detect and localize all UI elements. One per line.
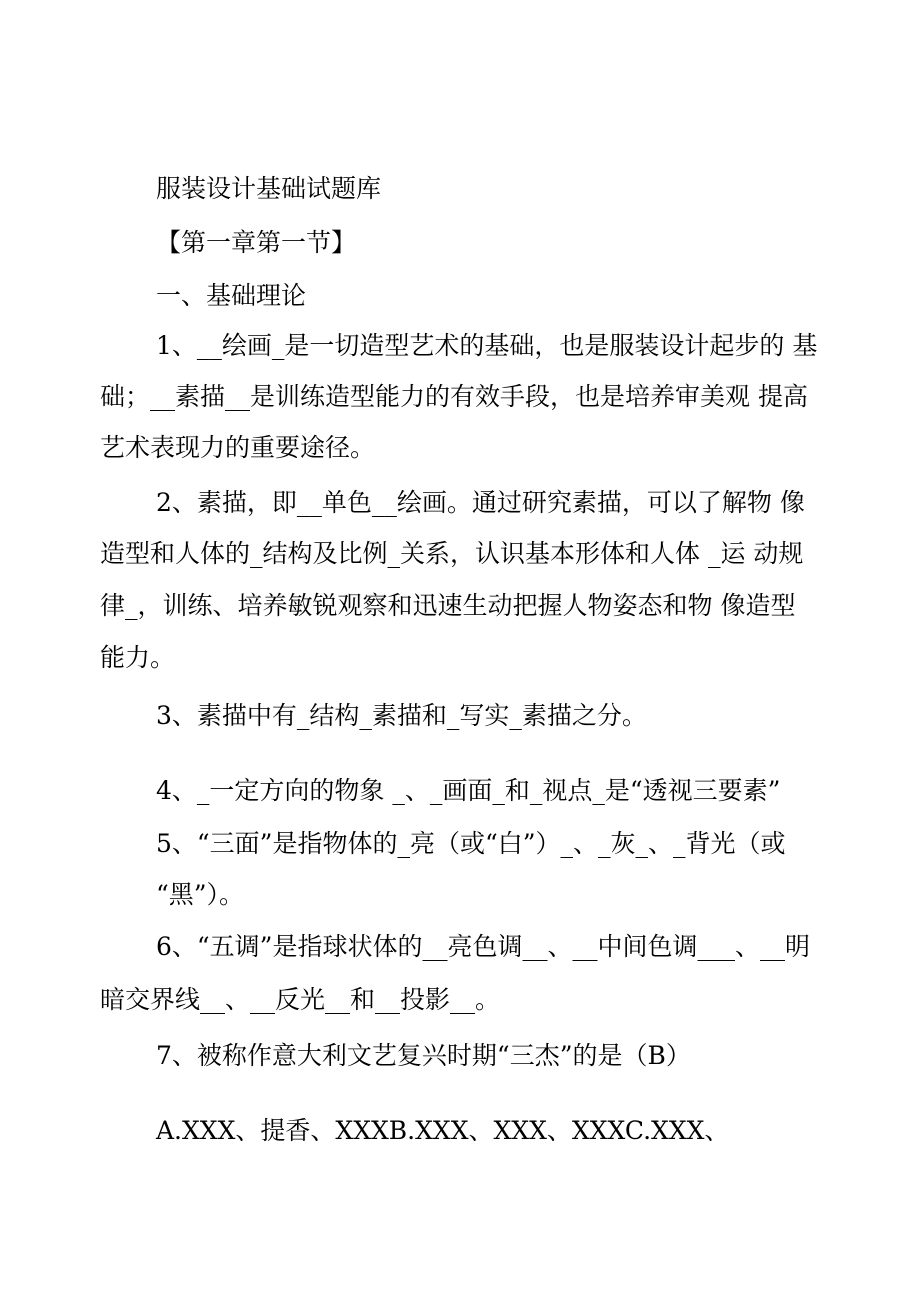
question-7-line-1: 7、被称作意大利文艺复兴时期“三杰”的是（B）: [156, 1041, 691, 1070]
section-heading: 一、基础理论: [156, 281, 307, 310]
question-7-options: A.XXX、提香、XXXB.XXX、XXX、XXXC.XXX、: [156, 1116, 730, 1145]
document-title: 服装设计基础试题库: [156, 174, 382, 203]
question-2-line-4: 能力。: [100, 643, 176, 672]
question-3-line-1: 3、素描中有_结构_素描和_写实_素描之分。: [156, 701, 647, 730]
question-1-line-3: 艺术表现力的重要途径。: [100, 433, 376, 462]
question-6-line-1: 6、“五调”是指球状体的__亮色调__、__中间色调___、__明: [156, 932, 810, 961]
question-5-line-1: 5、“三面”是指物体的_亮（或“白”）_、_灰_、_背光（或: [156, 829, 786, 858]
question-2-line-2: 造型和人体的_结构及比例_关系，认识基本形体和人体 _运 动规: [100, 539, 804, 568]
chapter-heading: 【第一章第一节】: [156, 228, 357, 257]
question-1-line-2: 础；__素描__是训练造型能力的有效手段，也是培养审美观 提高: [100, 382, 808, 411]
question-4-line-1: 4、_一定方向的物象 _、_画面_和_视点_是“透视三要素”: [156, 776, 781, 805]
question-6-line-2: 暗交界线__、__反光__和__投影__。: [100, 985, 501, 1014]
question-5-line-2: “黑”）。: [156, 880, 245, 909]
question-2-line-3: 律_，训练、培养敏锐观察和迅速生动把握人物姿态和物 像造型: [100, 591, 796, 620]
question-1-line-1: 1、__绘画_是一切造型艺术的基础，也是服装设计起步的 基: [156, 331, 818, 360]
question-2-line-1: 2、素描，即__单色__绘画。通过研究素描，可以了解物 像: [156, 488, 805, 517]
